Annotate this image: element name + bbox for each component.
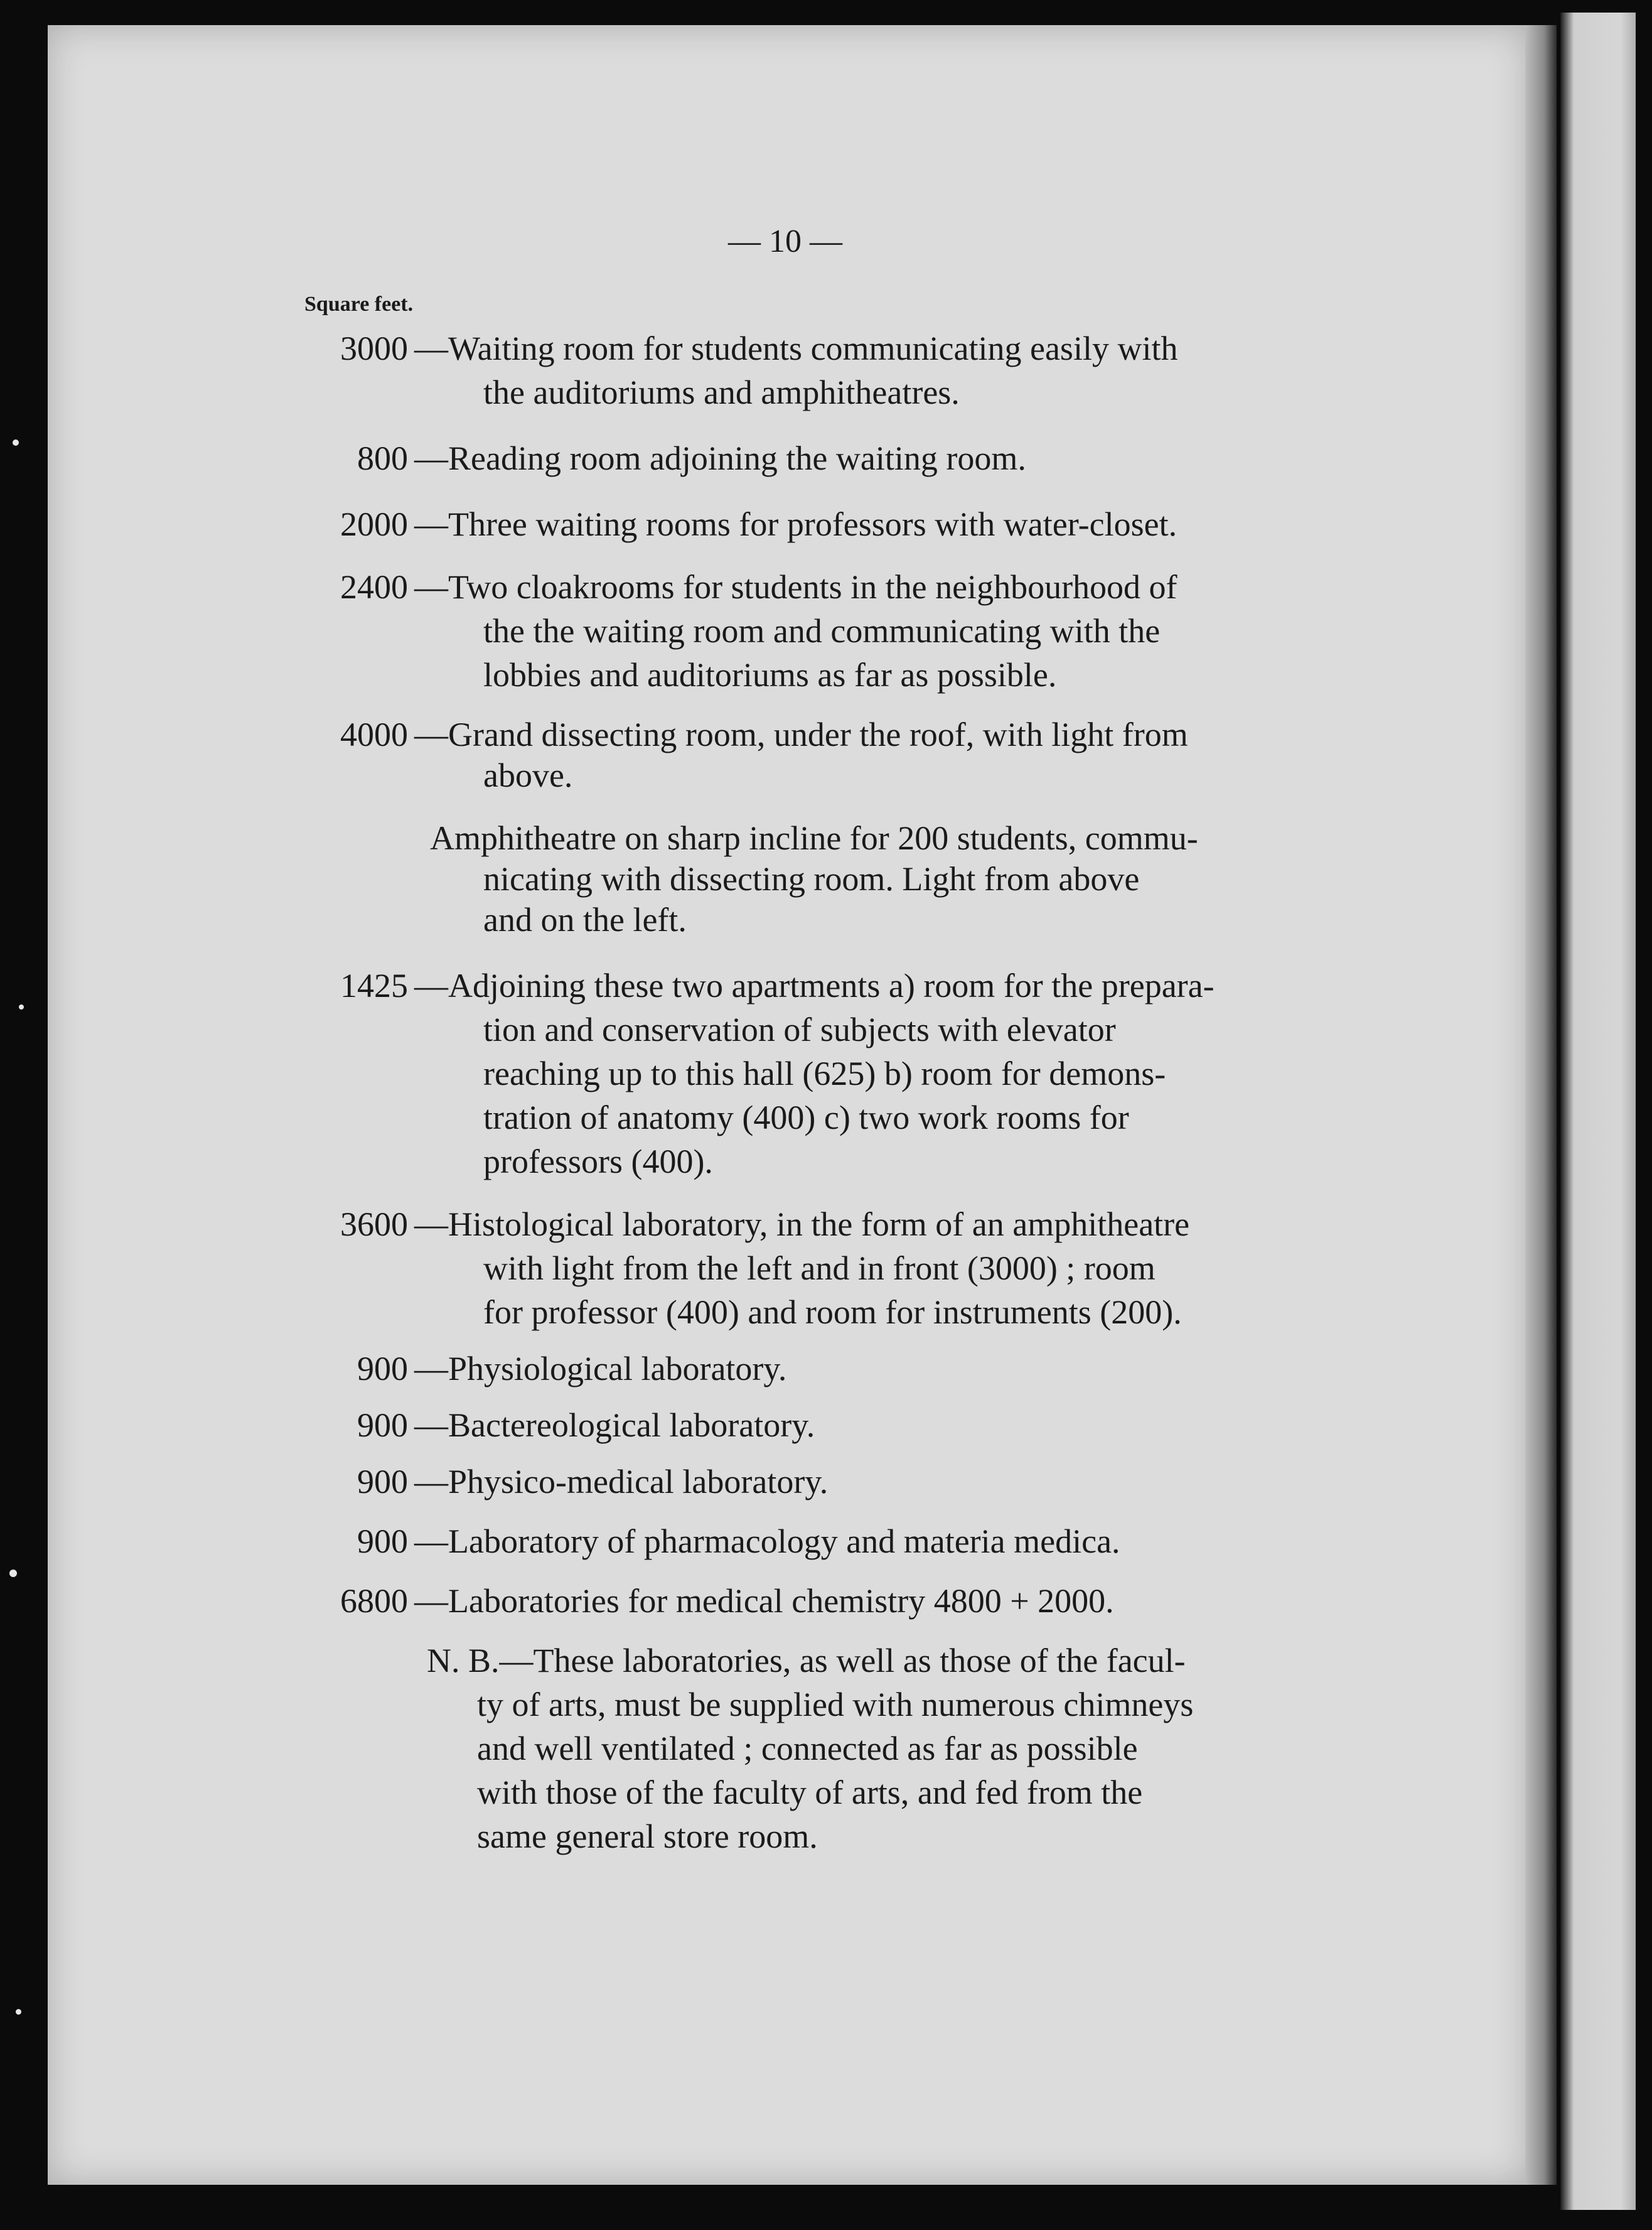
entry-line: —Reading room adjoining the waiting room.: [414, 439, 1026, 477]
entry-line: —Laboratory of pharmacology and materia medica.: [414, 1522, 1120, 1560]
entry-amount: 2400: [340, 568, 408, 606]
note-line: N. B.—These laboratories, as well as those of the facul-: [427, 1642, 1186, 1679]
entry-line: —Laboratories for medical chemistry 4800 + 2000.: [414, 1582, 1114, 1620]
entry-line: for professor (400) and room for instruments (200).: [483, 1293, 1182, 1331]
entry-amount: 6800: [340, 1582, 408, 1620]
units-label: Square feet.: [304, 293, 414, 316]
entry-amount: 800: [357, 439, 408, 477]
page-edge-shadow: [1525, 25, 1557, 2185]
adjacent-page-edge: [1560, 13, 1636, 2210]
entry-line: —Three waiting rooms for professors with water-closet.: [414, 505, 1177, 543]
scan-speck: [16, 2009, 21, 2015]
note-line: same general store room.: [477, 1818, 818, 1855]
entry-amount: 2000: [340, 505, 408, 543]
entry-amount: 4000: [340, 716, 408, 753]
entry-amount: 3600: [340, 1205, 408, 1243]
note-line: with those of the faculty of arts, and fed from the: [477, 1774, 1143, 1811]
entry-line: —Bactereological laboratory.: [414, 1406, 815, 1444]
entry-line: the the waiting room and communicating with the: [483, 612, 1161, 650]
entry-amount: 900: [357, 1350, 408, 1387]
entry-line: —Two cloakrooms for students in the neighbourhood of: [414, 568, 1177, 606]
entry-line: —Physiological laboratory.: [414, 1350, 787, 1387]
entry-line: and on the left.: [483, 901, 687, 939]
entry-line: —Grand dissecting room, under the roof, with light from: [414, 716, 1188, 753]
entry-line: nicating with dissecting room. Light from above: [483, 860, 1140, 898]
entry-line: —Adjoining these two apartments a) room for the prepara-: [414, 967, 1215, 1005]
entry-line: reaching up to this hall (625) b) room for demons-: [483, 1055, 1166, 1092]
scan-speck: [19, 1005, 24, 1010]
entry-line: lobbies and auditoriums as far as possible.: [483, 656, 1057, 694]
entry-amount: 900: [357, 1522, 408, 1560]
entry-amount: 900: [357, 1463, 408, 1500]
entry-line: with light from the left and in front (3000) ; room: [483, 1249, 1156, 1287]
page-number: — 10 —: [728, 224, 842, 259]
entry-line: tion and conservation of subjects with elevator: [483, 1011, 1116, 1048]
entry-line: —Physico-medical laboratory.: [414, 1463, 829, 1500]
entry-line: —Waiting room for students communicating easily with: [414, 330, 1178, 367]
entry-line: the auditoriums and amphitheatres.: [483, 374, 960, 411]
entry-line: Amphitheatre on sharp incline for 200 students, commu-: [430, 819, 1198, 857]
entry-line: —Histological laboratory, in the form of an amphitheatre: [414, 1205, 1190, 1243]
entry-amount: 900: [357, 1406, 408, 1444]
entry-line: professors (400).: [483, 1143, 713, 1180]
entry-line: tration of anatomy (400) c) two work rooms for: [483, 1099, 1129, 1136]
entry-amount: 1425: [340, 967, 408, 1005]
scan-speck: [9, 1570, 17, 1577]
note-line: ty of arts, must be supplied with numerous chimneys: [477, 1686, 1194, 1723]
note-line: and well ventilated ; connected as far as possible: [477, 1730, 1138, 1767]
entry-line: above.: [483, 757, 573, 794]
entry-amount: 3000: [340, 330, 408, 367]
scan-speck: [13, 439, 19, 446]
